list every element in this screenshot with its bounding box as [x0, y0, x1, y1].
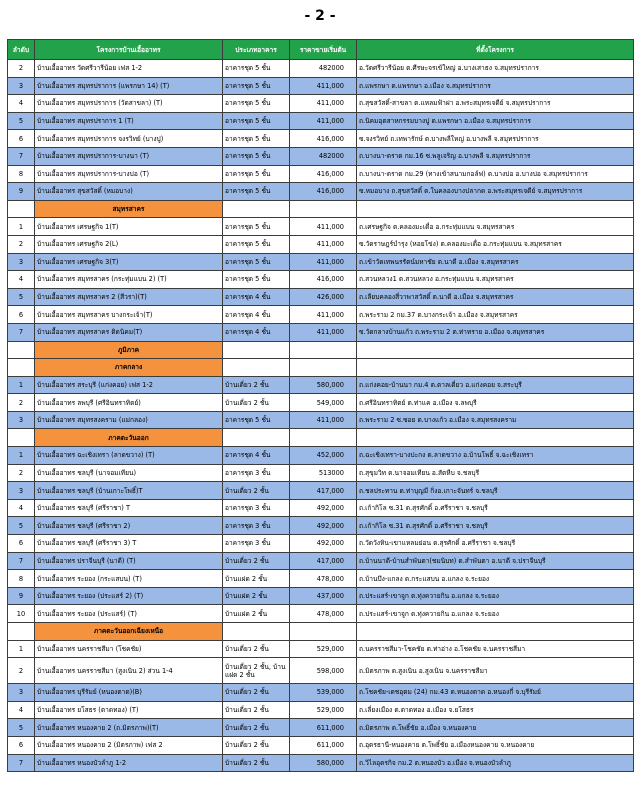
header-location: ที่ตั้งโครงการ [357, 40, 634, 60]
section-blank [8, 200, 35, 218]
project-location: ถ.บางนา-ตราด กม.29 (ทางเข้าสนามกอล์ฟ) ต.บางบ่อ อ.บางบ่อ จ.สมุทรปราการ [357, 165, 634, 183]
start-price: 411,000 [290, 77, 357, 95]
start-price: 492,000 [290, 499, 357, 517]
project-location: ซ.วัดกลางบ้านแก้ว ถ.พระราม 2 ต.ท่าทราย อ.เมือง จ.สมุทรสาคร [357, 323, 634, 341]
table-row [8, 447, 634, 465]
table-row [8, 376, 634, 394]
section-blank [290, 623, 357, 641]
table-row [8, 95, 634, 113]
start-price: 513000 [290, 464, 357, 482]
building-type: อาคารชุด 4 ชั้น [223, 306, 290, 324]
start-price: 549,000 [290, 394, 357, 412]
start-price: 417,000 [290, 482, 357, 500]
start-price: 411,000 [290, 95, 357, 113]
section-blank [290, 359, 357, 377]
start-price: 482000 [290, 60, 357, 78]
building-type: บ้านเดี่ยว 2 ชั้น [223, 701, 290, 719]
building-type: อาคารชุด 5 ชั้น [223, 77, 290, 95]
row-index: 3 [8, 482, 35, 500]
row-index: 4 [8, 499, 35, 517]
row-index: 3 [8, 253, 35, 271]
project-name: บ้านเอื้ออาทร สุขสวัสดิ์ (หมอบาง) [35, 183, 223, 201]
section-blank [290, 429, 357, 447]
project-location: ถ.เก้ากิโล ซ.31 ต.สุรศักดิ์ อ.ศรีราชา จ.ชลบุรี [357, 499, 634, 517]
section-blank [223, 200, 290, 218]
section-row [8, 359, 634, 377]
project-name: บ้านเอื้ออาทร ชลบุรี (ศรีราชา 2) [35, 517, 223, 535]
building-type: บ้านเดี่ยว 2 ชั้น [223, 394, 290, 412]
row-index: 6 [8, 535, 35, 553]
building-type: อาคารชุด 5 ชั้น [223, 218, 290, 236]
row-index: 10 [8, 605, 35, 623]
project-location: ถ.สวนหลวง1 ต.สวนหลวง อ.กระทุ่มแบน จ.สมุทรสาคร [357, 271, 634, 289]
project-location: ถ.เก้ากิโล ซ.31 ต.สุรศักดิ์ อ.ศรีราชา จ.ชลบุรี [357, 517, 634, 535]
project-name: บ้านเอื้ออาทร หนองบัวลำภู 1-2 [35, 754, 223, 772]
section-blank [8, 429, 35, 447]
project-name: บ้านเอื้ออาทร ระยอง (ประแสร์) (T) [35, 605, 223, 623]
row-index: 3 [8, 411, 35, 429]
table-row [8, 253, 634, 271]
building-type: บ้านแฝด 2 ชั้น [223, 605, 290, 623]
project-name: บ้านเอื้ออาทร ระยอง (กระแสบน) (T) [35, 570, 223, 588]
project-location: ถ.บ้านนาดี-บ้านสำพันตา(ชมนิบท) ต.สำพันตา อ.นาดี จ.ปราจีนบุรี [357, 552, 634, 570]
start-price: 529,000 [290, 640, 357, 658]
table-row [8, 605, 634, 623]
section-label: สมุทรสาคร [35, 200, 223, 218]
project-name: บ้านเอื้ออาทร สมุทรสาคร (กระทุ่มแบน 2) (T) [35, 271, 223, 289]
row-index: 4 [8, 701, 35, 719]
row-index: 4 [8, 95, 35, 113]
project-location: ถ.โชคชัย-เดชอุดม (24) กม.43 ต.หนองตาด อ.หนองกี่ จ.บุรีรัมย์ [357, 684, 634, 702]
section-blank [8, 623, 35, 641]
row-index: 2 [8, 60, 35, 78]
building-type: อาคารชุด 3 ชั้น [223, 517, 290, 535]
section-label: ภาคตะวันออกเฉียงเหนือ [35, 623, 223, 641]
table-header-row [8, 40, 634, 60]
section-blank [357, 429, 634, 447]
section-blank [8, 359, 35, 377]
building-type: บ้านเดี่ยว 2 ชั้น [223, 640, 290, 658]
row-index: 9 [8, 587, 35, 605]
project-name: บ้านเอื้ออาทร หนองคาย 2 (มิตรภาพ) เฟส 2 [35, 736, 223, 754]
building-type: บ้านเดี่ยว 2 ชั้น [223, 376, 290, 394]
project-location: ถ.ชลประทาน ต.ท่าบุญมี กิ่งอ.เกาะจันทร์ จ.ชลบุรี [357, 482, 634, 500]
project-location: ถ.เข้าวัดเทพนรรัตน์มหาชัย ต.นาดี อ.เมือง จ.สมุทรสาคร [357, 253, 634, 271]
row-index: 3 [8, 77, 35, 95]
project-name: บ้านเอื้ออาทร สมุทรสาคร ติดนิคม(T) [35, 323, 223, 341]
building-type: อาคารชุด 4 ชั้น [223, 323, 290, 341]
row-index: 7 [8, 754, 35, 772]
project-name: บ้านเอื้ออาทร วัดศรีวารีน้อย เฟส 1-2 [35, 60, 223, 78]
building-type: บ้านเดี่ยว 2 ชั้น [223, 482, 290, 500]
row-index: 5 [8, 288, 35, 306]
start-price: 411,000 [290, 218, 357, 236]
project-location: ถ.เลียบคลองสี่วาพาสวัสดิ์ ต.นาดี อ.เมือง จ.สมุทรสาคร [357, 288, 634, 306]
start-price: 411,000 [290, 112, 357, 130]
table-row [8, 411, 634, 429]
row-index: 6 [8, 306, 35, 324]
project-name: บ้านเอื้ออาทร นครราชสีมา (โชคชัย) [35, 640, 223, 658]
building-type: อาคารชุด 5 ชั้น [223, 165, 290, 183]
table-row [8, 112, 634, 130]
project-location: ถ.สุขสวัสดิ์-สาขลา ต.แหลมฟ้าผ่า อ.พระสมุทรเจดีย์ จ.สมุทรปราการ [357, 95, 634, 113]
section-row [8, 429, 634, 447]
section-label: ภาคตะวันออก [35, 429, 223, 447]
project-name: บ้านเอื้ออาทร ชลบุรี (ศรีราชา) T [35, 499, 223, 517]
table-row [8, 323, 634, 341]
building-type: อาคารชุด 4 ชั้น [223, 447, 290, 465]
project-name: บ้านเอื้ออาทร สมุทรสาคร บางกระเจ้า(T) [35, 306, 223, 324]
project-location: ถ.เศรษฐกิจ ต.คลองมะเดื่อ อ.กระทุ่มแบน จ.สมุทรสาคร [357, 218, 634, 236]
row-index: 7 [8, 323, 35, 341]
header-building-type: ประเภทอาคาร [223, 40, 290, 60]
table-row [8, 517, 634, 535]
building-type: อาคารชุด 3 ชั้น [223, 499, 290, 517]
row-index: 6 [8, 736, 35, 754]
table-row [8, 60, 634, 78]
section-blank [357, 359, 634, 377]
row-index: 1 [8, 640, 35, 658]
table-row [8, 147, 634, 165]
table-row [8, 464, 634, 482]
building-type: บ้านแฝด 2 ชั้น [223, 587, 290, 605]
project-location: ถ.มิตรภาพ ต.โพธิ์ชัย อ.เมือง จ.หนองคาย [357, 719, 634, 737]
row-index: 5 [8, 719, 35, 737]
start-price: 411,000 [290, 253, 357, 271]
project-location: ซ.จงรวิทย์ ถ.เทพารักษ์ ต.บางพลีใหญ่ อ.บางพลี จ.สมุทรปราการ [357, 130, 634, 148]
building-type: บ้านเดี่ยว 2 ชั้น [223, 754, 290, 772]
building-type: อาคารชุด 5 ชั้น [223, 130, 290, 148]
project-name: บ้านเอื้ออาทร ยโสธร (ตาดทอง) (T) [35, 701, 223, 719]
project-name: บ้านเอื้ออาทร สมุทรปราการ (วัดสาขลา) (T) [35, 95, 223, 113]
row-index: 6 [8, 130, 35, 148]
building-type: อาคารชุด 5 ชั้น [223, 271, 290, 289]
project-location: ถ.ศรีอินทราทิตย์ ต.ท่าแค อ.เมือง จ.ลพบุรี [357, 394, 634, 412]
section-blank [223, 341, 290, 359]
start-price: 416,000 [290, 165, 357, 183]
section-blank [357, 200, 634, 218]
table-body [8, 60, 634, 772]
table-row [8, 130, 634, 148]
project-name: บ้านเอื้ออาทร ชลบุรี (ศรีราชา 3) T [35, 535, 223, 553]
start-price: 411,000 [290, 306, 357, 324]
building-type: บ้านแฝด 2 ชั้น [223, 570, 290, 588]
row-index: 3 [8, 684, 35, 702]
section-blank [357, 341, 634, 359]
table-row [8, 570, 634, 588]
project-location: ซ.วัดราษฎร์บำรุง (หอยโข่ง) ต.คลองมะเดื่อ อ.กระทุ่มแบน จ.สมุทรสาคร [357, 235, 634, 253]
start-price: 411,000 [290, 235, 357, 253]
start-price: 611,000 [290, 719, 357, 737]
housing-projects-table [7, 39, 634, 772]
project-location: ถ.อุดรธานี-หนองคาย ต.โพธิ์ชัย อ.เมืองหนองคาย จ.หนองคาย [357, 736, 634, 754]
project-name: บ้านเอื้ออาทร เศรษฐกิจ 3(T) [35, 253, 223, 271]
building-type: อาคารชุด 5 ชั้น [223, 183, 290, 201]
start-price: 416,000 [290, 183, 357, 201]
row-index: 2 [8, 394, 35, 412]
section-label: ภูมิภาค [35, 341, 223, 359]
row-index: 7 [8, 552, 35, 570]
project-name: บ้านเอื้ออาทร สมุทรปราการ-บางบ่อ (T) [35, 165, 223, 183]
start-price: 580,000 [290, 376, 357, 394]
building-type: บ้านเดี่ยว 2 ชั้น [223, 719, 290, 737]
project-location: ถ.แก่งคอย-บ้านนา กม.4 ต.ตาลเดี่ยว อ.แก่งคอย จ.สระบุรี [357, 376, 634, 394]
table-row [8, 701, 634, 719]
table-row [8, 218, 634, 236]
project-name: บ้านเอื้ออาทร สมุทรสงคราม (แม่กลอง) [35, 411, 223, 429]
start-price: 598,000 [290, 658, 357, 684]
table-row [8, 235, 634, 253]
section-blank [290, 341, 357, 359]
start-price: 411,000 [290, 323, 357, 341]
section-label: ภาคกลาง [35, 359, 223, 377]
table-row [8, 684, 634, 702]
start-price: 478,000 [290, 605, 357, 623]
row-index: 2 [8, 658, 35, 684]
building-type: บ้านเดี่ยว 2 ชั้น, บ้านแฝด 2 ชั้น [223, 658, 290, 684]
table-row [8, 306, 634, 324]
start-price: 611,000 [290, 736, 357, 754]
page-number: - 2 - [304, 8, 336, 24]
building-type: บ้านเดี่ยว 2 ชั้น [223, 736, 290, 754]
project-location: ถ.มิตรภาพ ต.สูงเนิน อ.สูงเนิน จ.นครราชสีมา [357, 658, 634, 684]
start-price: 416,000 [290, 271, 357, 289]
table-row [8, 288, 634, 306]
table-row [8, 271, 634, 289]
project-name: บ้านเอื้ออาทร สมุทรปราการ (แพรกษา 14) (T) [35, 77, 223, 95]
project-name: บ้านเอื้ออาทร สมุทรสาคร 2 (สีวรา)(T) [35, 288, 223, 306]
header-project: โครงการบ้านเอื้ออาทร [35, 40, 223, 60]
project-location: ซ.หมอบาง ถ.สุขสวัสดิ์ ต.ในคลองบางปลากด อ.พระสมุทรเจดีย์ จ.สมุทรปราการ [357, 183, 634, 201]
start-price: 580,000 [290, 754, 357, 772]
project-location: ถ.บ้านบึง-แกลง ต.กระแสบน อ.แกลง จ.ระยอง [357, 570, 634, 588]
section-blank [223, 429, 290, 447]
building-type: บ้านเดี่ยว 2 ชั้น [223, 684, 290, 702]
row-index: 5 [8, 112, 35, 130]
project-name: บ้านเอื้ออาทร หนองคาย 2 (ถ.มิตรภาพ)(T) [35, 719, 223, 737]
start-price: 492,000 [290, 535, 357, 553]
section-row [8, 623, 634, 641]
project-location: ถ.สุขุมวิท ต.นาจอมเทียน อ.สัตหีบ จ.ชลบุรี [357, 464, 634, 482]
project-location: ถ.ฉะเชิงเทรา-บางปะกง ต.ลาดขวาง อ.บ้านโพธิ์ จ.ฉะเชิงเทรา [357, 447, 634, 465]
row-index: 1 [8, 218, 35, 236]
building-type: อาคารชุด 5 ชั้น [223, 147, 290, 165]
table-row [8, 499, 634, 517]
section-blank [8, 341, 35, 359]
project-name: บ้านเอื้ออาทร ฉะเชิงเทรา (ลาดขวาง) (T) [35, 447, 223, 465]
building-type: บ้านเดี่ยว 2 ชั้น [223, 552, 290, 570]
project-name: บ้านเอื้ออาทร สมุทรปราการ 1 (T) [35, 112, 223, 130]
project-location: ถ.นครราชสีมา-โชคชัย ต.ท่าอ่าง อ.โชคชัย จ.นครราชสีมา [357, 640, 634, 658]
project-location: ถ.ประแสร์-เขาจูก ต.ทุ่งควายกิน อ.แกลง จ.ระยอง [357, 587, 634, 605]
row-index: 2 [8, 464, 35, 482]
start-price: 411,000 [290, 411, 357, 429]
building-type: อาคารชุด 5 ชั้น [223, 60, 290, 78]
start-price: 539,000 [290, 684, 357, 702]
start-price: 482000 [290, 147, 357, 165]
project-name: บ้านเอื้ออาทร ระยอง (ประแสร์ 2) (T) [35, 587, 223, 605]
table-row [8, 77, 634, 95]
building-type: อาคารชุด 4 ชั้น [223, 288, 290, 306]
row-index: 8 [8, 165, 35, 183]
project-name: บ้านเอื้ออาทร นครราชสีมา (สูงเนิน 2) ส่วน 1-4 [35, 658, 223, 684]
project-name: บ้านเอื้ออาทร ลพบุรี (ศรีอินทราทิตย์) [35, 394, 223, 412]
table-row [8, 482, 634, 500]
project-location: ถ.พระราม 2 ซ.ซอย ต.บางแก้ว อ.เมือง จ.สมุทรสงคราม [357, 411, 634, 429]
row-index: 7 [8, 147, 35, 165]
start-price: 478,000 [290, 570, 357, 588]
section-row [8, 341, 634, 359]
table-row [8, 535, 634, 553]
row-index: 1 [8, 447, 35, 465]
project-name: บ้านเอื้ออาทร บุรีรัมย์ (หนองตาด)(B) [35, 684, 223, 702]
table-row [8, 394, 634, 412]
section-blank [223, 359, 290, 377]
row-index: 8 [8, 570, 35, 588]
building-type: อาคารชุด 3 ชั้น [223, 464, 290, 482]
start-price: 452,000 [290, 447, 357, 465]
table-row [8, 754, 634, 772]
header-index: ลำดับ [8, 40, 35, 60]
project-location: ถ.ประแสร์-เขาจูก ต.ทุ่งควายกิน อ.แกลง จ.ระยอง [357, 605, 634, 623]
building-type: อาคารชุด 5 ชั้น [223, 112, 290, 130]
project-name: บ้านเอื้ออาทร ชลบุรี (นาจอมเทียน) [35, 464, 223, 482]
project-name: บ้านเอื้ออาทร สมุทรปราการ จงรวิทย์ (บางปู) [35, 130, 223, 148]
project-name: บ้านเอื้ออาทร สระบุรี (แก่งคอย) เฟส 1-2 [35, 376, 223, 394]
project-name: บ้านเอื้ออาทร เศรษฐกิจ 2(L) [35, 235, 223, 253]
start-price: 417,000 [290, 552, 357, 570]
start-price: 529,000 [290, 701, 357, 719]
row-index: 9 [8, 183, 35, 201]
header-start-price: ราคาขายเริ่มต้น [290, 40, 357, 60]
building-type: อาคารชุด 5 ชั้น [223, 253, 290, 271]
section-row [8, 200, 634, 218]
project-name: บ้านเอื้ออาทร ชลบุรี (บ้านเกาะโพธิ์)T [35, 482, 223, 500]
table-row [8, 165, 634, 183]
table-row [8, 640, 634, 658]
project-name: บ้านเอื้ออาทร เศรษฐกิจ 1(T) [35, 218, 223, 236]
section-blank [223, 623, 290, 641]
building-type: อาคารชุด 5 ชั้น [223, 411, 290, 429]
section-blank [290, 200, 357, 218]
row-index: 2 [8, 235, 35, 253]
project-location: ถ.เลี่ยงเมือง ต.ตาดทอง อ.เมือง จ.ยโสธร [357, 701, 634, 719]
project-location: ถ.วิไลอุดรกิจ กม.2 ต.หนองบัว อ.เมือง จ.หนองบัวลำภู [357, 754, 634, 772]
section-blank [357, 623, 634, 641]
project-location: ถ.แพรกษา ต.แพรกษา อ.เมือง จ.สมุทรปราการ [357, 77, 634, 95]
table-row [8, 587, 634, 605]
start-price: 492,000 [290, 517, 357, 535]
start-price: 426,000 [290, 288, 357, 306]
building-type: อาคารชุด 5 ชั้น [223, 235, 290, 253]
project-location: ถ.นิคมอุตสาหกรรมบางปู ต.แพรกษา อ.เมือง จ.สมุทรปราการ [357, 112, 634, 130]
table-row [8, 552, 634, 570]
table-row [8, 736, 634, 754]
table-row [8, 658, 634, 684]
project-location: อ.วัดศรีวารีน้อย ต.ศีรษะจรเข้ใหญ่ อ.บางเสาธง จ.สมุทรปราการ [357, 60, 634, 78]
table-row [8, 183, 634, 201]
project-name: บ้านเอื้ออาทร สมุทรปราการ-บางนา (T) [35, 147, 223, 165]
project-location: ถ.วัดวังหิน-เขาแหลมย่อน ต.สุรศักดิ์ อ.ศรีราชา จ.ชลบุรี [357, 535, 634, 553]
row-index: 5 [8, 517, 35, 535]
row-index: 1 [8, 376, 35, 394]
project-name: บ้านเอื้ออาทร ปราจีนบุรี (นาดี) (T) [35, 552, 223, 570]
table-row [8, 719, 634, 737]
start-price: 437,000 [290, 587, 357, 605]
building-type: อาคารชุด 3 ชั้น [223, 535, 290, 553]
start-price: 416,000 [290, 130, 357, 148]
building-type: อาคารชุด 5 ชั้น [223, 95, 290, 113]
row-index: 4 [8, 271, 35, 289]
project-location: ถ.พระราม 2 กม.37 ต.บางกระเจ้า อ.เมือง จ.สมุทรสาคร [357, 306, 634, 324]
project-location: ถ.บางนา-ตราด กม.16 ซ.พลูเจริญ อ.บางพลี จ.สมุทรปราการ [357, 147, 634, 165]
